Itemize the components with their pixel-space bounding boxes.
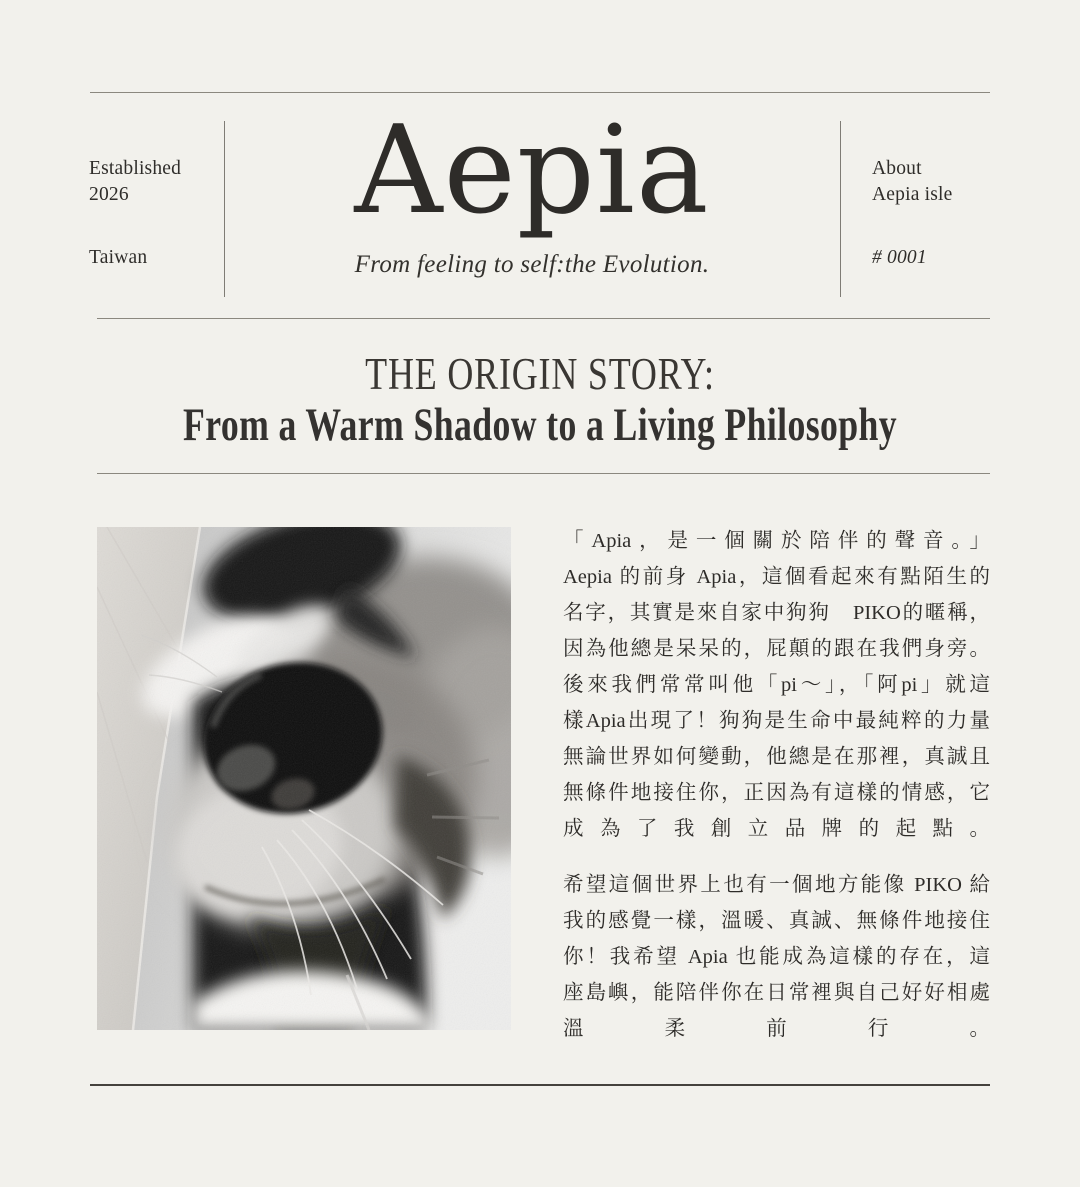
article-headline: From a Warm Shadow to a Living Philosophy — [183, 399, 897, 451]
established-label: Established — [89, 158, 182, 179]
story-line: 溫柔前行。 — [563, 1018, 990, 1040]
story-line: 座島嶼，能陪伴你在日常裡與自己好好相處 — [563, 982, 990, 1004]
established-block — [89, 156, 219, 208]
film-grain-overlay — [97, 527, 511, 1030]
title-rule — [97, 473, 990, 474]
story-line: 名字，其實是來自家中狗狗 PIKO的暱稱， — [563, 602, 990, 624]
header-rule — [97, 318, 990, 319]
story-line: 樣Apia出現了！狗狗是生命中最純粹的力量 — [563, 710, 990, 732]
established-year: 2026 — [89, 184, 129, 205]
dog-photo-illustration — [97, 527, 511, 1030]
about-title: About — [872, 158, 922, 179]
story-text — [563, 523, 990, 1047]
about-block — [872, 156, 997, 208]
story-line: 無條件地接住你，正因為有這樣的情感，它 — [563, 782, 990, 804]
story-line: 成為了我創立品牌的起點。 — [563, 818, 990, 840]
article-kicker: THE ORIGIN STORY: — [365, 349, 715, 399]
story-line: Aepia 的前身 Apia，這個看起來有點陌生的 — [563, 566, 990, 588]
top-rule — [90, 92, 990, 93]
story-line: 無論世界如何變動，他總是在那裡，真誠且 — [563, 746, 990, 768]
photo-frame — [97, 527, 511, 1030]
story-paragraph-1 — [563, 523, 990, 847]
bottom-rule — [90, 1084, 990, 1086]
masthead-divider-right — [840, 121, 841, 297]
story-paragraph-2 — [563, 867, 990, 1047]
brand-tagline: From feeling to self:the Evolution. — [354, 251, 710, 278]
story-line: 因為他總是呆呆的，屁顛的跟在我們身旁。 — [563, 638, 990, 660]
story-line: 希望這個世界上也有一個地方能像 PIKO 給 — [563, 874, 990, 896]
story-line: 後來我們常常叫他「pi～」，「阿pi」就這 — [563, 674, 990, 696]
about-subtitle: Aepia isle — [872, 184, 953, 205]
story-line: 「Apia，是一個關於陪伴的聲音。」 — [563, 530, 990, 552]
issue-number: # 0001 — [872, 247, 927, 268]
brand-logo: Aepia — [354, 99, 710, 241]
location-label: Taiwan — [89, 247, 148, 268]
story-line: 你！我希望 Apia 也能成為這樣的存在，這 — [563, 946, 990, 968]
story-line: 我的感覺一樣，溫暖、真誠、無條件地接住 — [563, 910, 990, 932]
